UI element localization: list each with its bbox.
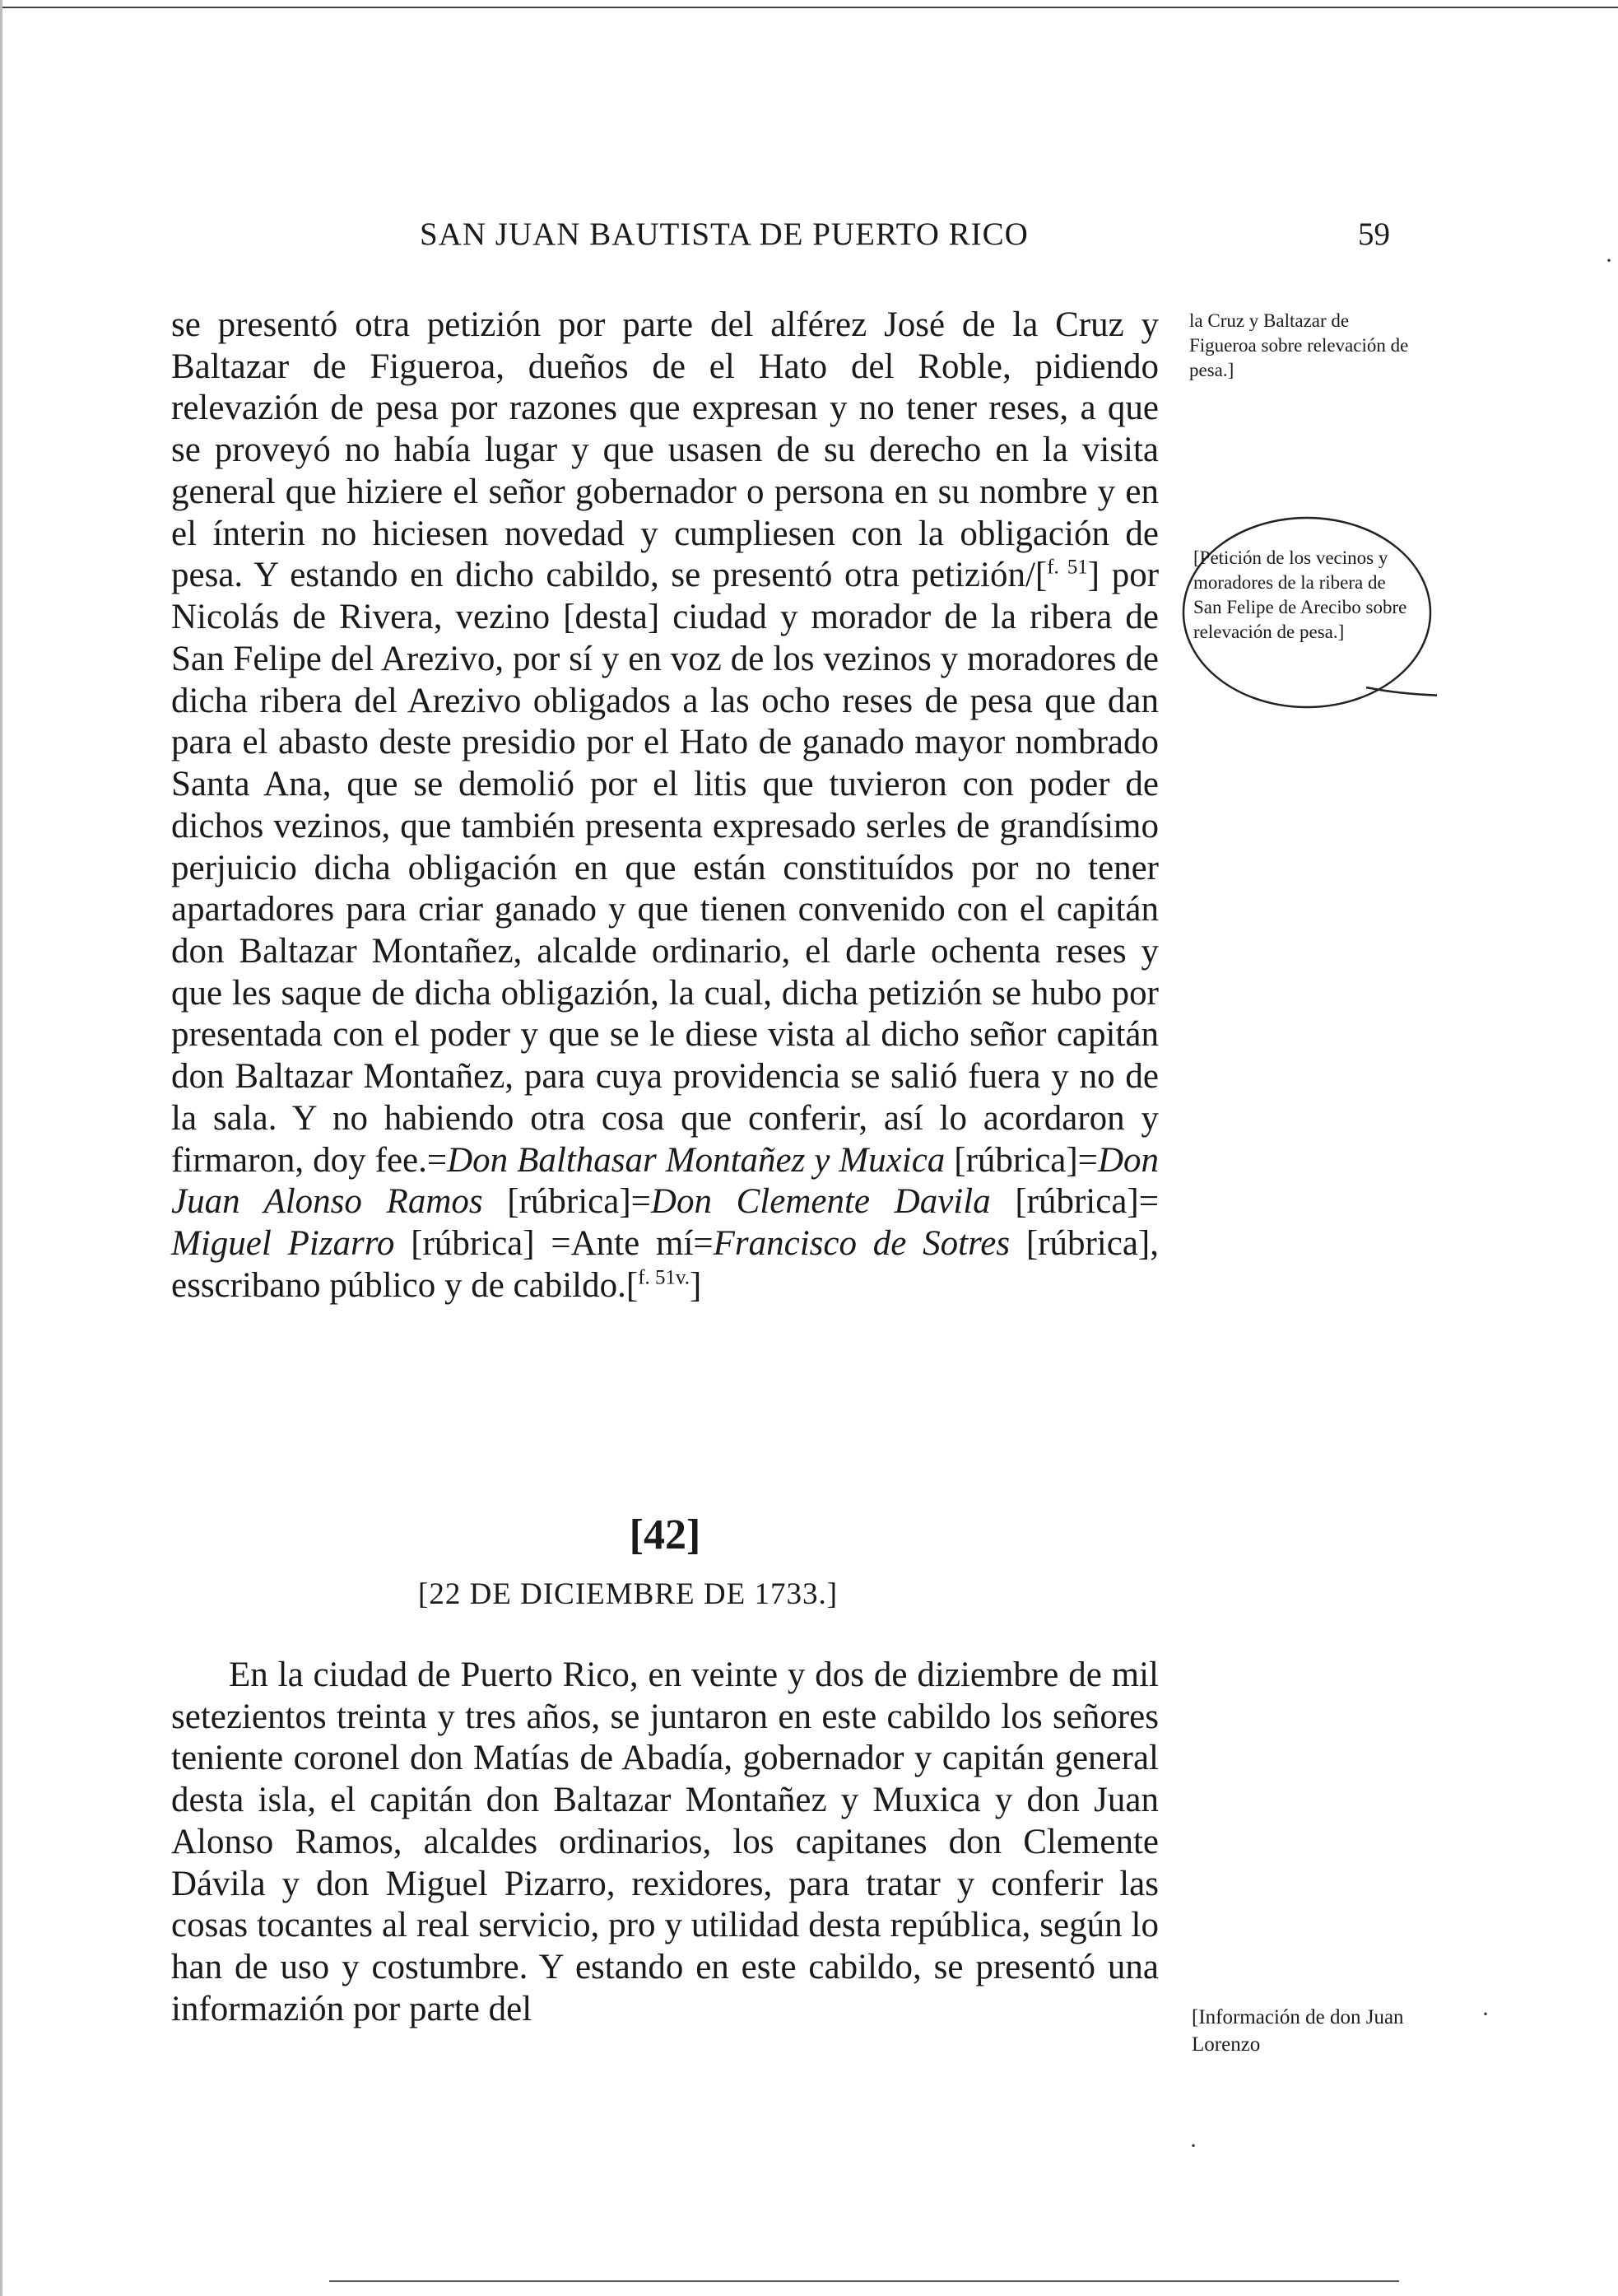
paragraph-1-text: ] por Nicolás de Rivera, vezino [desta] ciudad y morador de la ribera de San Felipe del Arezivo, por sí y en voz de los vezinos y moradores de dicha ribera del Arezivo obligados a las ocho reses de pesa que dan para el abasto deste presidio por el Hato de ganado mayor nombrado Santa Ana, que se demolió por el litis que tuvieron con poder de dichos vezinos, que también presenta expresado serles de grandísimo perjuicio dicha obligación en que están constituídos por no tener apartadores para criar ganado y que tienen convenido con el capitán don Baltazar Montañez, alcalde ordinario, el darle ochenta reses y que les saque de dicha obligazión, la cual, dicha petizión se hubo por presentada con el poder y que se le diese vista al dicho señor capitán don Baltazar Montañez, para cuya providencia se salió fuera y no de la sala. Y no habiendo otra cosa que conferir, así lo acordaron y firmaron, doy fee.= (171, 556, 1160, 1180)
paragraph-1-text: ] (690, 1265, 702, 1305)
rubric-marker: [rúbrica]= (482, 1182, 651, 1222)
paragraph-2 (171, 1655, 1159, 2066)
margin-note-1: la Cruz y Baltazar de Figueroa sobre relevación de pesa.] (1189, 310, 1409, 380)
paragraph-1-text: [rúbrica], esscribano público y de cabildo.[ (171, 1224, 1159, 1305)
top-edge-rule (0, 7, 1618, 8)
rubric-marker: [rúbrica] =Ante mí= (394, 1224, 714, 1264)
page-number: 59 (1358, 217, 1390, 252)
margin-note-2: [Petición de los vecinos y moradores de la ribera de San Felipe de Arecibo sobre relevación de pesa.] (1193, 547, 1407, 642)
bottom-edge-rule (329, 2280, 1399, 2282)
document-number: [42] (629, 1511, 701, 1558)
paragraph-2-text: En la ciudad de Puerto Rico, en veinte y dos de diziembre de mil setezientos treinta y tres años, se juntaron en este cabildo los señores teniente coronel don Matías de Abadía, gobernador y capitán general desta isla, el capitán don Baltazar Montañez y Muxica y don Juan Alonso Ramos, alcaldes ordinarios, los capitanes don Clemente Dávila y don Miguel Pizarro, rexidores, para tratar y conferir las cosas tocantes al real servicio, pro y utilidad desta república, según lo han de uso y costumbre. Y estando en este cabildo, se presentó una informazión por parte del (171, 1656, 1159, 2028)
rubric-marker: [rúbrica]= (945, 1140, 1098, 1180)
scan-mark: · (1481, 2000, 1490, 2028)
folio-marker: f. 51 (1047, 557, 1088, 580)
paragraph-1-text: se presentó otra petizión por parte del alférez José de la Cruz y Baltazar de Figueroa, dueños de el Hato del Roble, pidiendo relevazión de pesa por razones que expresan y no tener reses, a que se proveyó no había lugar y que usasen de su derecho en la visita general que hiziere el señor gobernador o persona en su nombre y en el ínterin no hiciesen novedad y cumpliesen con la obligación de pesa. Y estando en dicho cabildo, se presentó otra petizión/[ (171, 305, 1159, 595)
scan-mark: · (1605, 247, 1613, 274)
scan-left-edge (0, 0, 2, 2296)
running-header: SAN JUAN BAUTISTA DE PUERTO RICO (420, 217, 1029, 252)
signature-name: Don Balthasar Montañez y Muxica (447, 1140, 946, 1180)
rubric-marker: [rúbrica]= (990, 1182, 1159, 1222)
document-date: [22 DE DICIEMBRE DE 1733.] (418, 1577, 839, 1611)
signature-name: Don Juan Alonso Ramos (171, 1140, 1159, 1222)
signature-name: Francisco de Sotres (713, 1224, 1011, 1264)
signature-name: Miguel Pizarro (171, 1224, 395, 1264)
folio-marker: f. 51v. (638, 1266, 690, 1289)
margin-note-3: [Información de don Juan Lorenzo (1192, 2006, 1404, 2056)
paragraph-1 (171, 305, 1159, 1490)
signature-name: Don Clemente Davila (650, 1182, 991, 1222)
scan-mark: · (1189, 2132, 1197, 2159)
